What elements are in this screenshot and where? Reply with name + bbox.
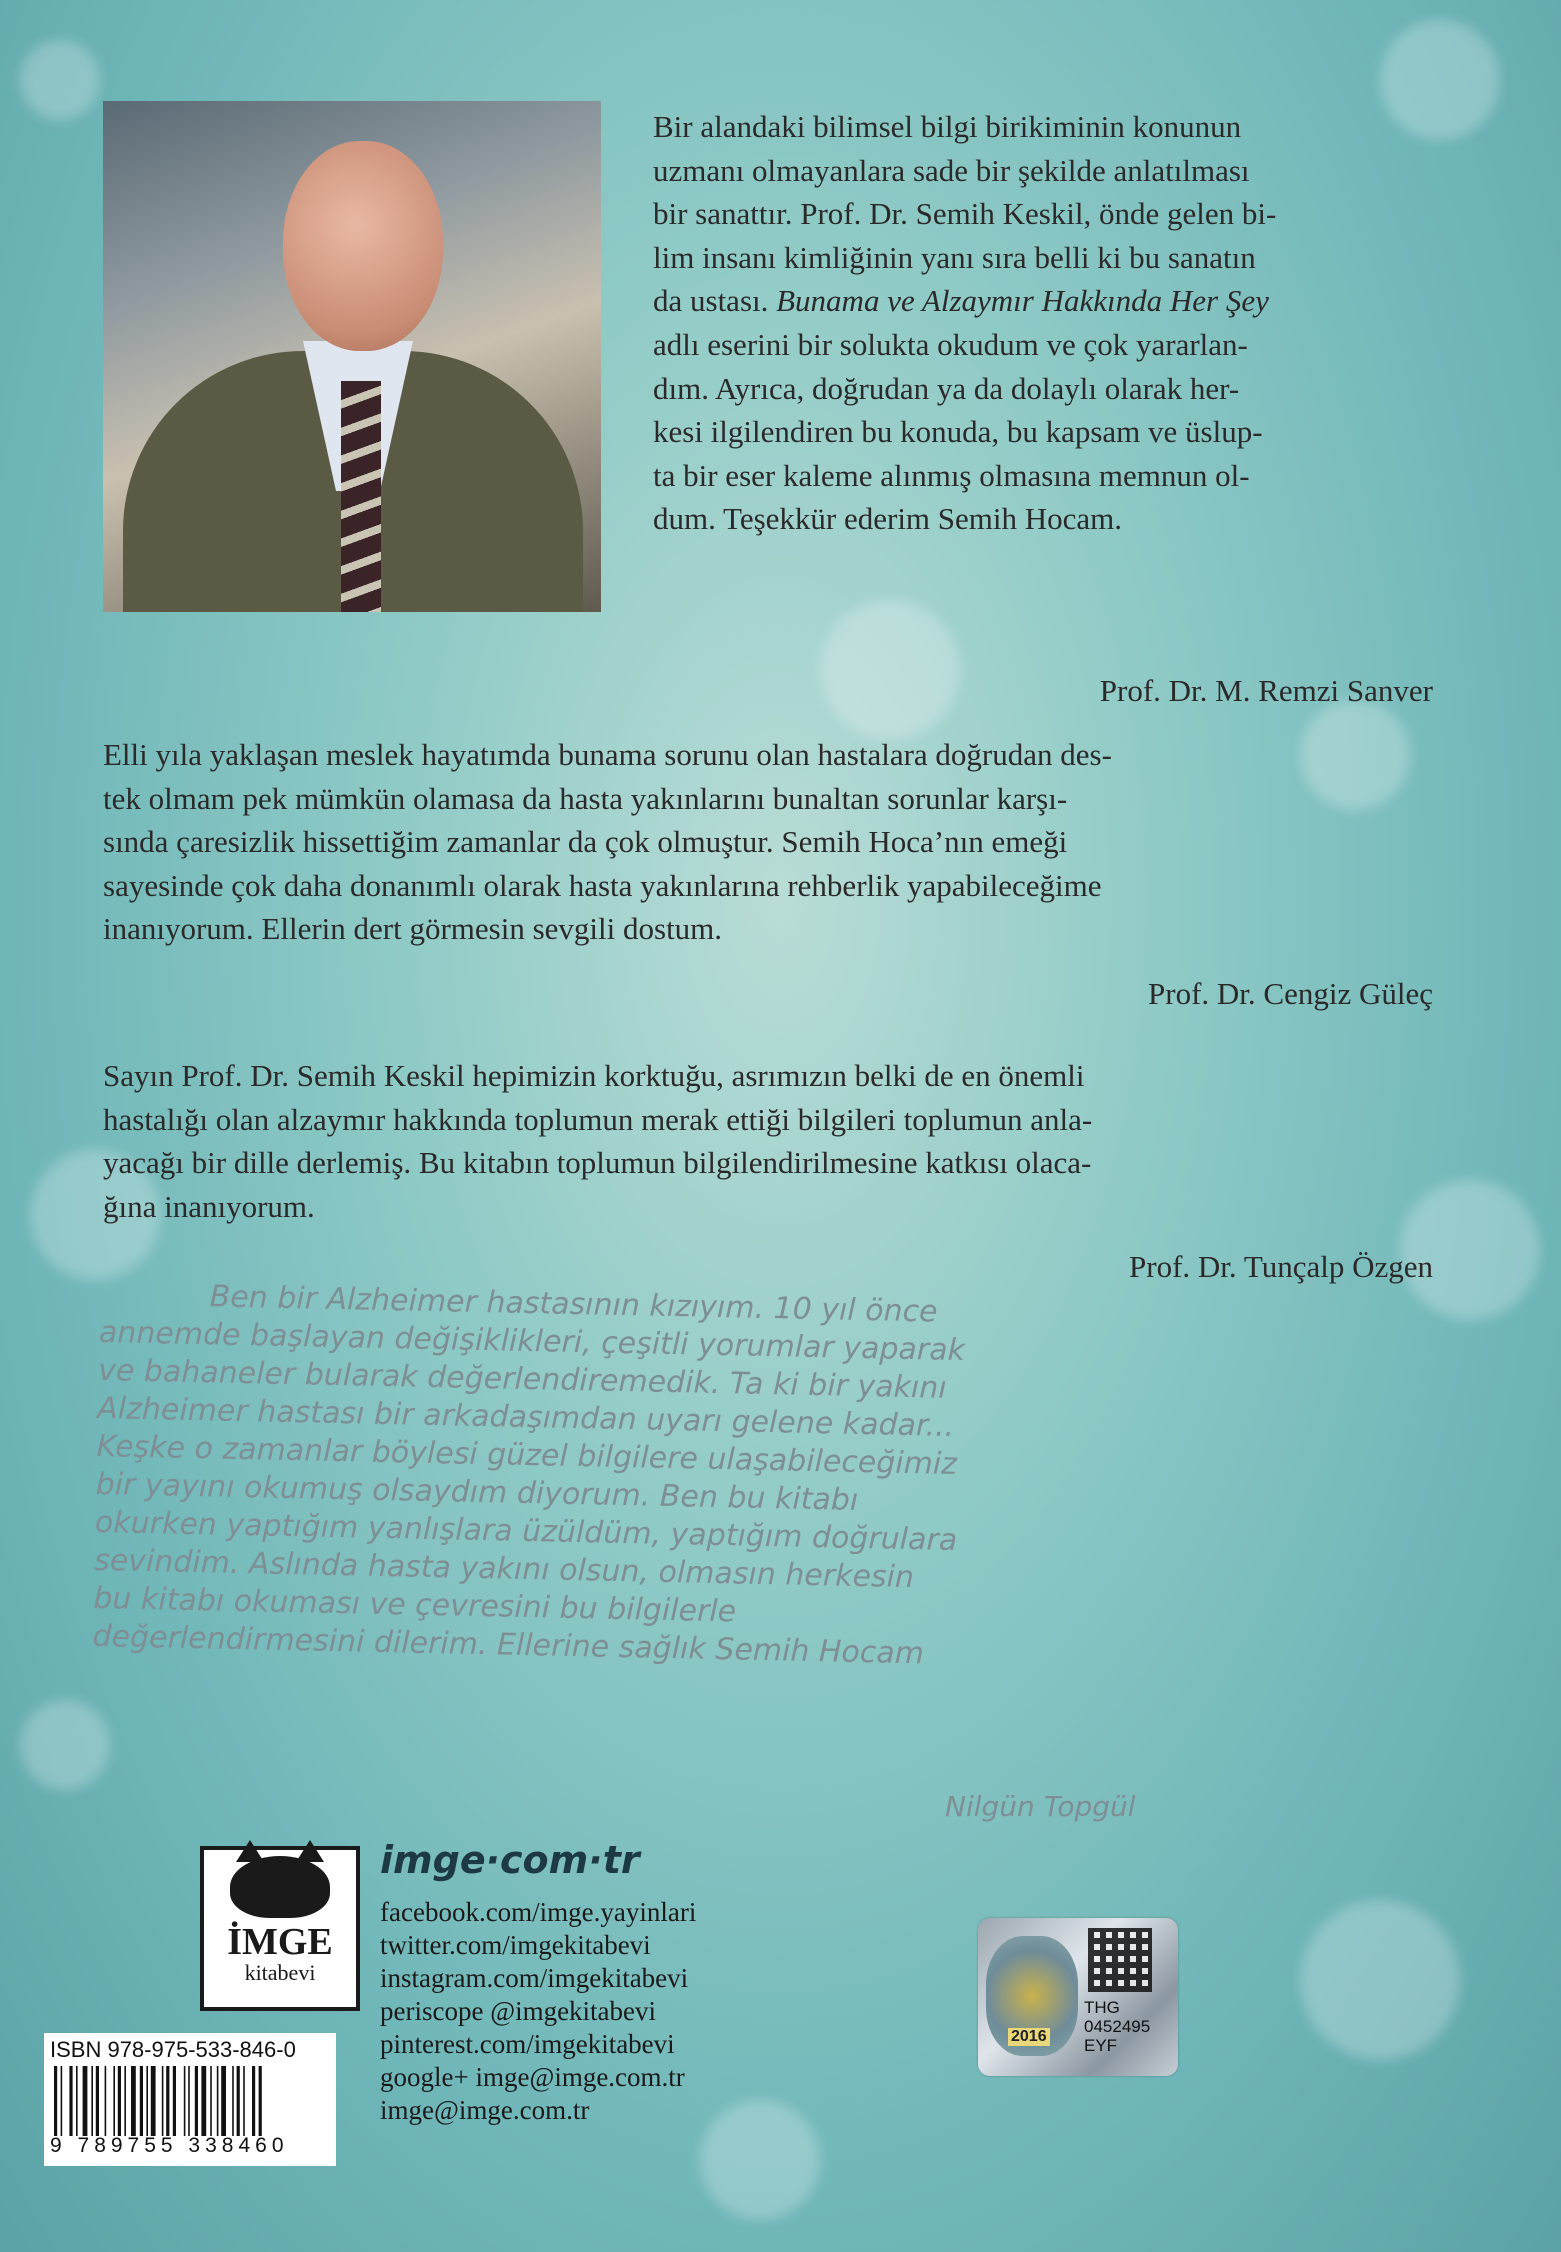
isbn-digits: 9 789755 338460 <box>50 2134 289 2157</box>
handwritten-line: Ben bir Alzheimer hastasının kızıyım. 10 yıl önce <box>209 1279 938 1330</box>
publisher-website[interactable]: imge·com·tr <box>380 1838 640 1882</box>
review-line: ğına inanıyorum. <box>103 1188 315 1224</box>
review-line: inanıyorum. Ellerin dert görmesin sevgili dostum. <box>103 911 723 947</box>
review-line: dum. Teşekkür ederim Semih Hocam. <box>653 501 1123 537</box>
publisher-contacts <box>380 1896 696 2127</box>
handwritten-line: bir yayını okumuş olsaydım diyorum. Ben bu kitabı <box>95 1466 859 1518</box>
sticker-code: THG <box>1084 1998 1120 2017</box>
author-photo <box>103 101 601 612</box>
book-title: Bunama ve Alzaymır Hakkında Her Şey <box>776 283 1269 319</box>
bokeh-light <box>1300 1900 1460 2060</box>
handwritten-line: annemde başlayan değişiklikleri, çeşitli yorumlar yaparak <box>98 1315 966 1369</box>
handwritten-note <box>92 1276 1440 1684</box>
contact-link[interactable]: twitter.com/imgekitabevi <box>380 1930 651 1960</box>
barcode-icon <box>50 2066 326 2136</box>
review-line: Elli yıla yaklaşan meslek hayatımda bunama sorunu olan hastalara doğrudan des- <box>103 737 1112 772</box>
review-3-author: Prof. Dr. Tunçalp Özgen <box>1129 1249 1433 1284</box>
logo-sub: kitabevi <box>244 1960 316 1985</box>
handwritten-line: okurken yaptığım yanlışlara üzüldüm, yaptığım doğrulara <box>94 1504 958 1559</box>
sticker-year: 2016 <box>1008 2028 1050 2046</box>
bokeh-light <box>820 600 960 740</box>
bokeh-light <box>20 40 100 120</box>
review-line: uzmanı olmayanlara sade bir şekilde anlatılması <box>653 152 1250 188</box>
review-line: dım. Ayrıca, doğrudan ya da dolaylı olarak her- <box>653 370 1240 406</box>
review-2-author: Prof. Dr. Cengiz Güleç <box>1148 976 1433 1011</box>
review-line: tek olmam pek mümkün olamasa da hasta yakınlarını bunaltan sorunlar karşı- <box>103 780 1068 816</box>
isbn-barcode-box <box>44 2033 336 2166</box>
contact-link[interactable]: google+ imge@imge.com.tr <box>380 2062 685 2092</box>
review-1 <box>653 105 1453 541</box>
review-line: Bir alandaki bilimsel bilgi birikiminin konunun <box>653 109 1242 144</box>
contact-link[interactable]: facebook.com/imge.yayinlari <box>380 1897 697 1927</box>
review-line: lim insanı kimliğinin yanı sıra belli ki bu sanatın <box>653 239 1256 275</box>
handwritten-line: sevindim. Aslında hasta yakını olsun, olmasın herkesin <box>93 1542 915 1596</box>
review-2 <box>103 733 1433 951</box>
handwritten-line: ve bahaneler bularak değerlendiremedik. Ta ki bir yakını <box>97 1352 948 1406</box>
handwritten-line: Alzheimer hastası bir arkadaşımdan uyarı gelene kadar... <box>96 1390 955 1444</box>
handwritten-line: değerlendirmesini dilerim. Ellerine sağlık Semih Hocam <box>92 1618 925 1672</box>
review-line: Sayın Prof. Dr. Semih Keskil hepimizin korktuğu, asrımızın belki de en önemli <box>103 1058 1085 1093</box>
review-line: bir sanattır. Prof. Dr. Semih Keskil, önde gelen bi- <box>653 196 1277 232</box>
review-3 <box>103 1054 1433 1228</box>
review-line: ta bir eser kaleme alınmış olmasına memnun ol- <box>653 457 1250 493</box>
handwritten-line: bu kitabı okuması ve çevresini bu bilgilerle <box>93 1580 737 1630</box>
sticker-codes <box>1084 1998 1150 2055</box>
review-1-author: Prof. Dr. M. Remzi Sanver <box>1099 673 1433 708</box>
bokeh-light <box>20 1700 110 1790</box>
review-line: kesi ilgilendiren bu konuda, bu kapsam ve üslup- <box>653 414 1263 450</box>
contact-link[interactable]: imge@imge.com.tr <box>380 2095 590 2125</box>
bokeh-light <box>700 2100 820 2220</box>
contact-link[interactable]: periscope @imgekitabevi <box>380 1996 657 2026</box>
contact-link[interactable]: pinterest.com/imgekitabevi <box>380 2029 675 2059</box>
sticker-code: 0452495 <box>1084 2017 1151 2036</box>
publisher-logo <box>200 1846 360 2011</box>
review-text: da ustası. <box>653 283 777 319</box>
logo-brand: İMGE <box>227 1921 333 1963</box>
handwritten-line: Keşke o zamanlar böylesi güzel bilgilere ulaşabileceğimiz <box>96 1428 958 1482</box>
sticker-code: EYF <box>1084 2036 1118 2055</box>
isbn-label: ISBN 978-975-533-846-0 <box>50 2037 296 2062</box>
review-line: sayesinde çok daha donanımlı olarak hasta yakınlarına rehberlik yapabileceğime <box>103 867 1102 903</box>
review-line: sında çaresizlik hissettiğim zamanlar da çok olmuştur. Semih Hoca’nın emeği <box>103 824 1068 860</box>
review-line <box>653 279 1453 323</box>
review-line: hastalığı olan alzaymır hakkında toplumun merak ettiği bilgileri toplumun anla- <box>103 1101 1093 1137</box>
contact-link[interactable]: instagram.com/imgekitabevi <box>380 1963 689 1993</box>
qr-code-icon <box>1088 1928 1152 1992</box>
cat-icon <box>230 1856 330 1918</box>
banderole-sticker <box>978 1918 1178 2076</box>
review-line: adlı eserini bir solukta okudum ve çok yararlan- <box>653 326 1248 362</box>
review-line: yacağı bir dille derlemiş. Bu kitabın toplumun bilgilendirilmesine katkısı olaca- <box>103 1145 1092 1181</box>
handwritten-signature: Nilgün Topgül <box>945 1790 1136 1823</box>
